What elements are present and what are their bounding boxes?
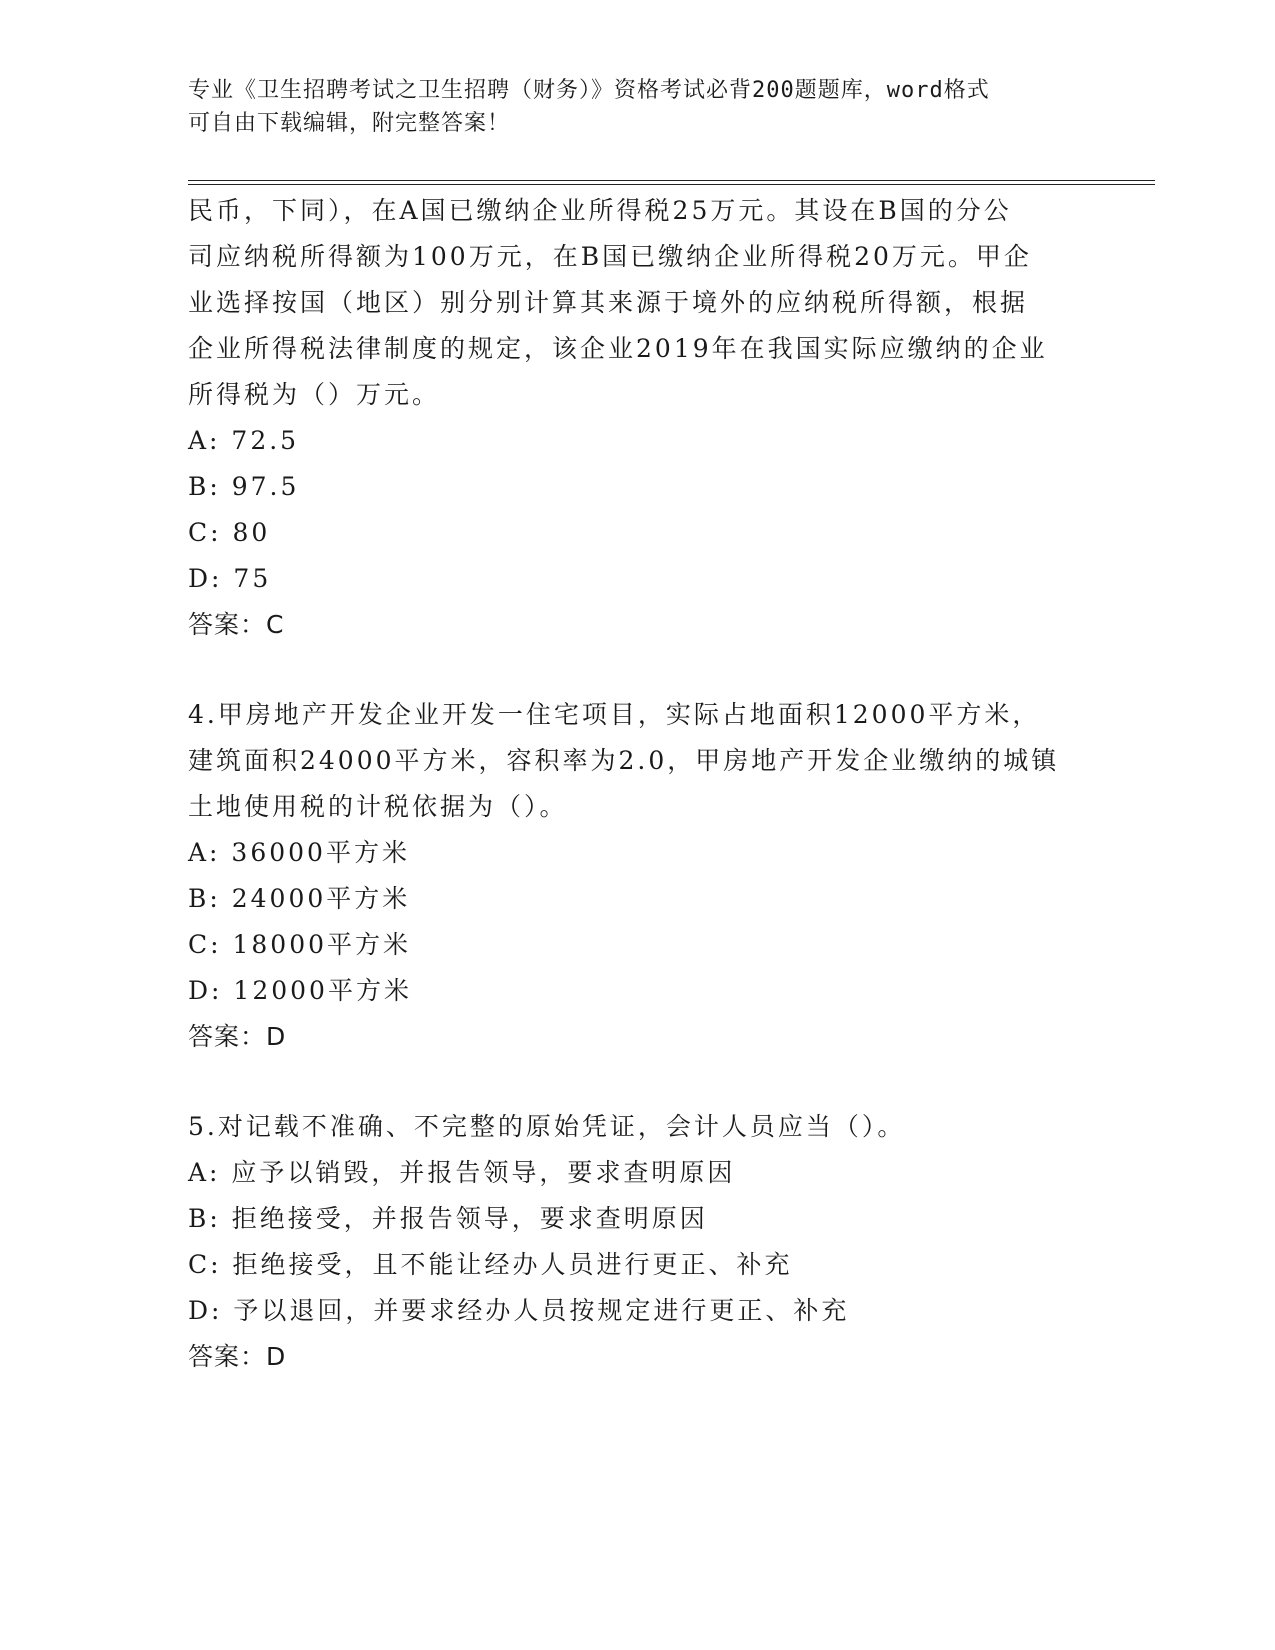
- option-a: A: 36000平方米: [188, 838, 410, 867]
- header-divider-top: [188, 180, 1155, 181]
- header-title-line-1: 专业《卫生招聘考试之卫生招聘（财务）》资格考试必背200题题库，word格式: [188, 78, 990, 103]
- header-title-line-2: 可自由下载编辑，附完整答案！: [188, 111, 511, 136]
- option-c: C: 18000平方米: [188, 930, 412, 959]
- answer: 答案：D: [188, 1022, 287, 1051]
- question-spacer: [188, 648, 1088, 692]
- question-3: [188, 188, 1088, 648]
- option-a: A: 应予以销毁，并报告领导，要求查明原因: [188, 1158, 736, 1187]
- question-text-line: 企业所得税法律制度的规定，该企业2019年在我国实际应缴纳的企业: [188, 334, 1048, 363]
- question-text-line: 民币，下同），在A国已缴纳企业所得税25万元。其设在B国的分公: [188, 196, 1012, 225]
- option-b: B: 97.5: [188, 472, 300, 501]
- question-text-line: 建筑面积24000平方米，容积率为2.0，甲房地产开发企业缴纳的城镇: [188, 746, 1060, 775]
- option-b: B: 拒绝接受，并报告领导，要求查明原因: [188, 1204, 708, 1233]
- header-divider-bottom: [188, 184, 1155, 185]
- answer: 答案：C: [188, 610, 285, 639]
- document-body: [188, 188, 1088, 1380]
- question-text-line: 4.甲房地产开发企业开发一住宅项目，实际占地面积12000平方米，: [188, 700, 1041, 729]
- question-spacer: [188, 1060, 1088, 1104]
- option-d: D: 12000平方米: [188, 976, 412, 1005]
- question-5: [188, 1104, 1088, 1380]
- question-text-line: 所得税为（）万元。: [188, 380, 441, 409]
- option-a: A: 72.5: [188, 426, 300, 455]
- answer: 答案：D: [188, 1342, 287, 1371]
- option-d: D: 予以退回，并要求经办人员按规定进行更正、补充: [188, 1296, 850, 1325]
- option-b: B: 24000平方米: [188, 884, 411, 913]
- question-text-line: 土地使用税的计税依据为（）。: [188, 792, 568, 821]
- question-text-line: 业选择按国（地区）别分别计算其来源于境外的应纳税所得额，根据: [188, 288, 1029, 317]
- question-text-line: 5.对记载不准确、不完整的原始凭证，会计人员应当（）。: [188, 1112, 906, 1141]
- option-c: C: 拒绝接受，且不能让经办人员进行更正、补充: [188, 1250, 793, 1279]
- option-c: C: 80: [188, 518, 271, 547]
- question-text-line: 司应纳税所得额为100万元，在B国已缴纳企业所得税20万元。甲企: [188, 242, 1032, 271]
- document-header: [188, 74, 1068, 140]
- question-4: [188, 692, 1088, 1060]
- option-d: D: 75: [188, 564, 272, 593]
